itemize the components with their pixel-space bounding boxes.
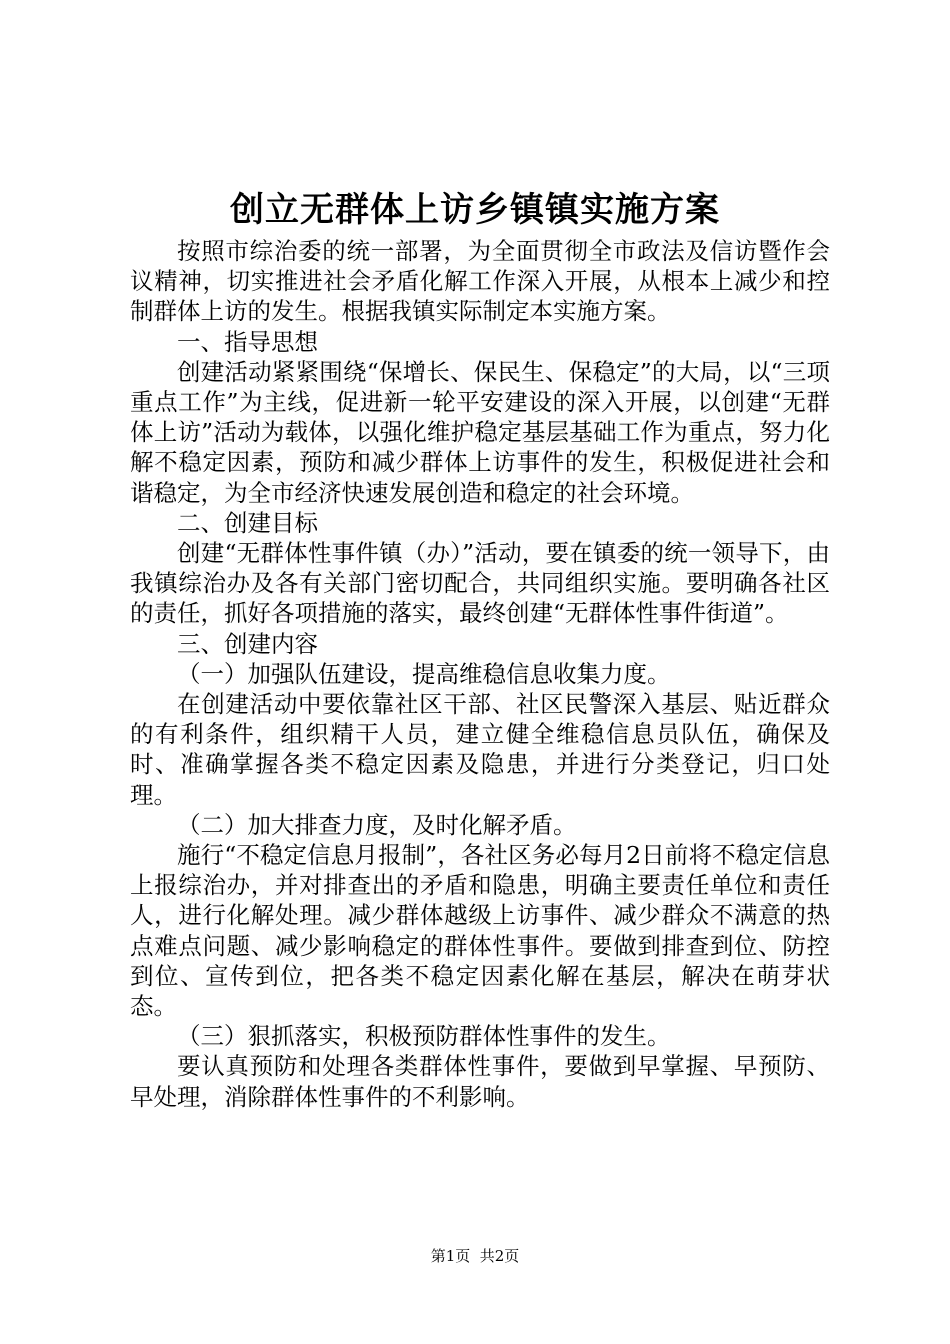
page-number: 第1页 共2页 xyxy=(430,1247,520,1265)
subsection-heading-1: （一）加强队伍建设，提高维稳信息收集力度。 xyxy=(177,659,671,688)
paragraph-guiding-ideology: 创建活动紧紧围绕“保增长、保民生、保稳定”的大局，以“三项重点工作”为主线，促进新一轮平安建设的深入开展，以创建“无群体上访”活动为载体，以强化维护稳定基层基础工作为重点，努力化解不稳定因素，预防和减少群体上访事件的发生，积极促进社会和谐稳定，为全市经济快速发展创造和稳定的社会环境。 xyxy=(130,357,830,507)
paragraph-subsection-1: 在创建活动中要依靠社区干部、社区民警深入基层、贴近群众的有利条件，组织精干人员，建立健全维稳信息员队伍，确保及时、准确掌握各类不稳定因素及隐患，并进行分类登记，归口处理。 xyxy=(130,690,830,809)
section-heading-guiding-ideology: 一、指导思想 xyxy=(177,327,318,356)
subsection-heading-3: （三）狠抓落实，积极预防群体性事件的发生。 xyxy=(177,1022,671,1051)
document-title: 创立无群体上访乡镇镇实施方案 xyxy=(230,190,720,230)
section-heading-content: 三、创建内容 xyxy=(177,629,318,658)
section-heading-goals: 二、创建目标 xyxy=(177,508,318,537)
page-footer xyxy=(0,1246,950,1266)
paragraph-goals: 创建“无群体性事件镇（办）”活动，要在镇委的统一领导下，由我镇综治办及各有关部门密切配合，共同组织实施。要明确各社区的责任，抓好各项措施的落实，最终创建“无群体性事件街道”。 xyxy=(130,539,830,628)
document-body xyxy=(130,236,830,1112)
paragraph-subsection-3: 要认真预防和处理各类群体性事件，要做到早掌握、早预防、早处理，消除群体性事件的不利影响。 xyxy=(130,1052,830,1111)
subsection-heading-2: （二）加大排查力度，及时化解矛盾。 xyxy=(177,810,577,839)
paragraph-intro: 按照市综治委的统一部署，为全面贯彻全市政法及信访暨作会议精神，切实推进社会矛盾化解工作深入开展，从根本上减少和控制群体上访的发生。根据我镇实际制定本实施方案。 xyxy=(130,237,830,326)
paragraph-subsection-2: 施行“不稳定信息月报制”，各社区务必每月2日前将不稳定信息上报综治办，并对排查出的矛盾和隐患，明确主要责任单位和责任人，进行化解处理。减少群体越级上访事件、减少群众不满意的热点难点问题、减少影响稳定的群体性事件。要做到排查到位、防控到位、宣传到位，把各类不稳定因素化解在基层，解决在萌芽状态。 xyxy=(130,841,830,1021)
